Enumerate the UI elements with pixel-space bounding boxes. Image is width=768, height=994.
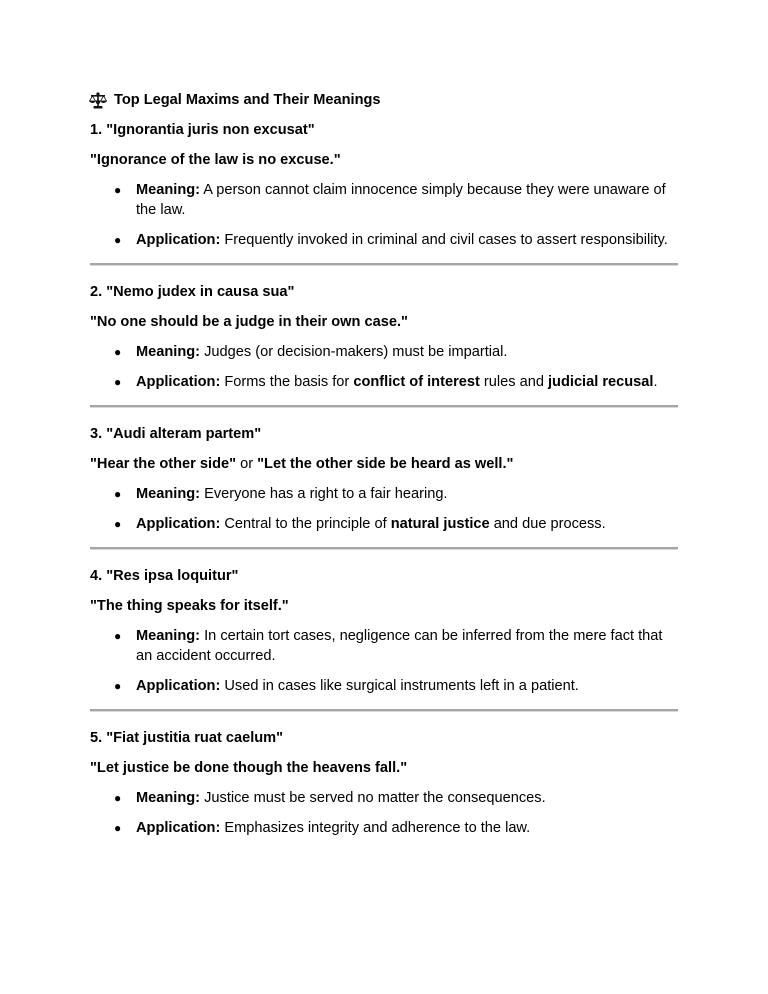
list-item xyxy=(90,372,678,392)
bullet-icon: ● xyxy=(114,517,122,531)
point-label: Meaning: xyxy=(136,486,201,502)
translation-connector: or xyxy=(236,456,258,472)
list-item xyxy=(90,676,678,696)
bullet-icon: ● xyxy=(114,183,122,197)
balance-scale-icon xyxy=(89,92,107,109)
maxim-heading: 1. "Ignorantia juris non excusat" xyxy=(90,122,315,138)
maxim-section xyxy=(90,566,678,696)
list-item xyxy=(90,514,678,534)
point-text: Forms the basis for xyxy=(220,374,354,390)
point-text: rules and xyxy=(479,374,548,390)
list-item xyxy=(90,788,678,808)
maxim-translation xyxy=(90,596,678,616)
maxim-section xyxy=(90,282,678,392)
maxim-section xyxy=(90,120,678,250)
point-text: A person cannot claim innocence simply because they were unaware of the law. xyxy=(136,182,666,218)
point-emphasis: conflict of interest xyxy=(353,374,480,390)
bullet-icon: ● xyxy=(114,375,122,389)
maxim-section xyxy=(90,424,678,534)
document-title xyxy=(90,90,678,110)
maxim-heading: 4. "Res ipsa loquitur" xyxy=(90,568,239,584)
point-emphasis: natural justice xyxy=(390,516,490,532)
section-divider xyxy=(90,709,678,712)
maxim-section xyxy=(90,728,678,838)
point-label: Application: xyxy=(136,820,221,836)
point-emphasis: judicial recusal xyxy=(548,374,654,390)
maxim-translation xyxy=(90,312,678,332)
point-label: Application: xyxy=(136,516,221,532)
maxim-points-list xyxy=(90,626,678,696)
bullet-icon: ● xyxy=(114,821,122,835)
translation-quote: "The thing speaks for itself." xyxy=(90,598,289,614)
translation-quote: "Let justice be done though the heavens fall." xyxy=(90,760,408,776)
maxim-heading: 2. "Nemo judex in causa sua" xyxy=(90,284,295,300)
bullet-icon: ● xyxy=(114,679,122,693)
translation-quote: "No one should be a judge in their own case." xyxy=(90,314,408,330)
point-text: In certain tort cases, negligence can be inferred from the mere fact that an accident occurred. xyxy=(136,628,663,664)
point-text: and due process. xyxy=(489,516,606,532)
bullet-icon: ● xyxy=(114,487,122,501)
translation-quote: "Ignorance of the law is no excuse." xyxy=(90,152,341,168)
maxim-points-list xyxy=(90,788,678,838)
section-divider xyxy=(90,263,678,266)
translation-quote: "Let the other side be heard as well." xyxy=(257,456,514,472)
list-item xyxy=(90,342,678,362)
bullet-icon: ● xyxy=(114,345,122,359)
point-label: Application: xyxy=(136,678,221,694)
point-label: Meaning: xyxy=(136,344,201,360)
point-text: Used in cases like surgical instruments left in a patient. xyxy=(220,678,579,694)
list-item xyxy=(90,484,678,504)
point-label: Meaning: xyxy=(136,628,201,644)
point-text: Judges (or decision-makers) must be impartial. xyxy=(200,344,508,360)
maxim-translation xyxy=(90,454,678,474)
point-label: Application: xyxy=(136,374,221,390)
translation-quote: "Hear the other side" xyxy=(90,456,237,472)
maxim-translation xyxy=(90,758,678,778)
maxims-list xyxy=(90,120,678,838)
list-item xyxy=(90,180,678,220)
document-title-text: Top Legal Maxims and Their Meanings xyxy=(114,92,381,108)
section-divider xyxy=(90,405,678,408)
maxim-heading: 5. "Fiat justitia ruat caelum" xyxy=(90,730,284,746)
point-text: Justice must be served no matter the consequences. xyxy=(200,790,546,806)
maxim-heading: 3. "Audi alteram partem" xyxy=(90,426,262,442)
maxim-points-list xyxy=(90,342,678,392)
maxim-translation xyxy=(90,150,678,170)
point-text: Frequently invoked in criminal and civil cases to assert responsibility. xyxy=(220,232,668,248)
bullet-icon: ● xyxy=(114,791,122,805)
point-text: Emphasizes integrity and adherence to the law. xyxy=(220,820,531,836)
section-divider xyxy=(90,547,678,550)
point-label: Meaning: xyxy=(136,182,201,198)
point-text: . xyxy=(653,374,658,390)
point-label: Application: xyxy=(136,232,221,248)
bullet-icon: ● xyxy=(114,629,122,643)
point-text: Central to the principle of xyxy=(220,516,391,532)
bullet-icon: ● xyxy=(114,233,122,247)
list-item xyxy=(90,230,678,250)
list-item xyxy=(90,626,678,666)
maxim-points-list xyxy=(90,180,678,250)
list-item xyxy=(90,818,678,838)
point-text: Everyone has a right to a fair hearing. xyxy=(200,486,448,502)
maxim-points-list xyxy=(90,484,678,534)
document-page xyxy=(90,90,678,848)
point-label: Meaning: xyxy=(136,790,201,806)
